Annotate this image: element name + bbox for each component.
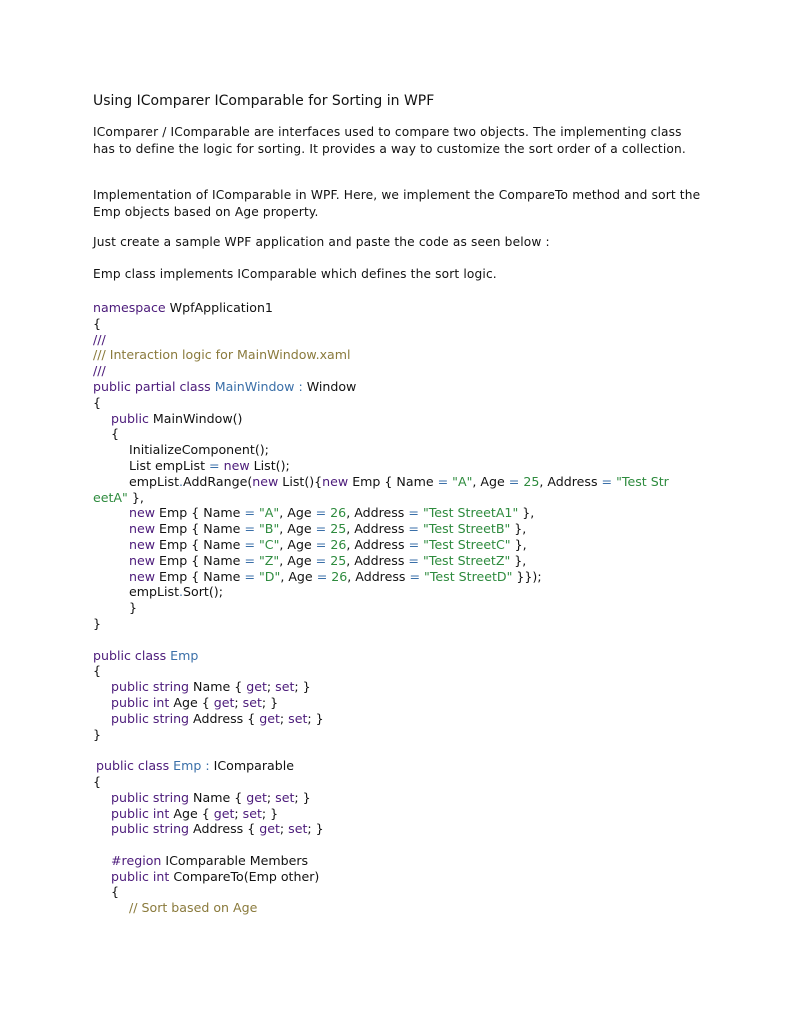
code-line: // Sort based on Age [129, 900, 258, 916]
code-line: public int Age { get; set; } [111, 805, 279, 821]
code-line: public string Address { get; set; } [111, 821, 324, 837]
code-line: public class Emp : IComparable [96, 758, 294, 774]
code-line: /// [93, 363, 106, 379]
code-line: public class Emp [93, 647, 199, 663]
code-line: InitializeComponent(); [129, 442, 269, 458]
code-line: empList.Sort(); [129, 584, 223, 600]
code-line: public int CompareTo(Emp other) [111, 868, 320, 884]
emp-class-paragraph: Emp class implements IComparable which defines the sort logic. [93, 267, 497, 281]
code-line: List empList = new List(); [129, 457, 290, 473]
code-line: new Emp { Name = "Z", Age = 25, Address = "Test StreetZ" }, [129, 552, 527, 568]
code-line: public string Address { get; set; } [111, 710, 324, 726]
code-line: { [93, 315, 102, 331]
code-line: } [93, 726, 102, 742]
code-line: namespace WpfApplication1 [93, 300, 273, 315]
code-line: public partial class MainWindow : Window [93, 378, 357, 394]
code-line: } [93, 615, 102, 631]
code-line: public string Name { get; set; } [111, 679, 311, 695]
code-line: } [129, 600, 138, 616]
code-line: { [93, 394, 102, 410]
code-line: { [111, 884, 120, 900]
code-line: /// Interaction logic for MainWindow.xaml [93, 347, 351, 363]
code-line: new Emp { Name = "D", Age = 26, Address = "Test StreetD" }}); [129, 568, 542, 584]
code-line: { [93, 773, 102, 789]
instructions-paragraph: Just create a sample WPF application and paste the code as seen below : [93, 235, 550, 249]
code-line: public MainWindow() [111, 410, 243, 426]
code-line: #region IComparable Members [111, 852, 309, 868]
code-listing [93, 300, 703, 916]
code-line: public int Age { get; set; } [111, 694, 279, 710]
code-line: { [93, 663, 102, 679]
intro-paragraph: IComparer / IComparable are interfaces used to compare two objects. The implementing class has to define the logic for sorting. It provides a way to customize the sort order of a collection. [93, 125, 686, 156]
code-line: { [111, 426, 120, 442]
code-line: public string Name { get; set; } [111, 789, 311, 805]
code-line: new Emp { Name = "B", Age = 25, Address = "Test StreetB" }, [129, 521, 527, 537]
code-line: /// [93, 331, 106, 347]
code-line: eetA" }, [93, 489, 144, 505]
document-title: Using IComparer IComparable for Sorting in WPF [93, 93, 435, 109]
implementation-paragraph: Implementation of IComparable in WPF. Here, we implement the CompareTo method and sort the Emp objects based on Age property. [93, 188, 701, 219]
code-line: new Emp { Name = "A", Age = 26, Address = "Test StreetA1" }, [129, 505, 535, 521]
code-line: new Emp { Name = "C", Age = 26, Address = "Test StreetC" }, [129, 536, 527, 552]
code-line: empList.AddRange(new List(){new Emp { Name = "A", Age = 25, Address = "Test Str [129, 473, 669, 489]
